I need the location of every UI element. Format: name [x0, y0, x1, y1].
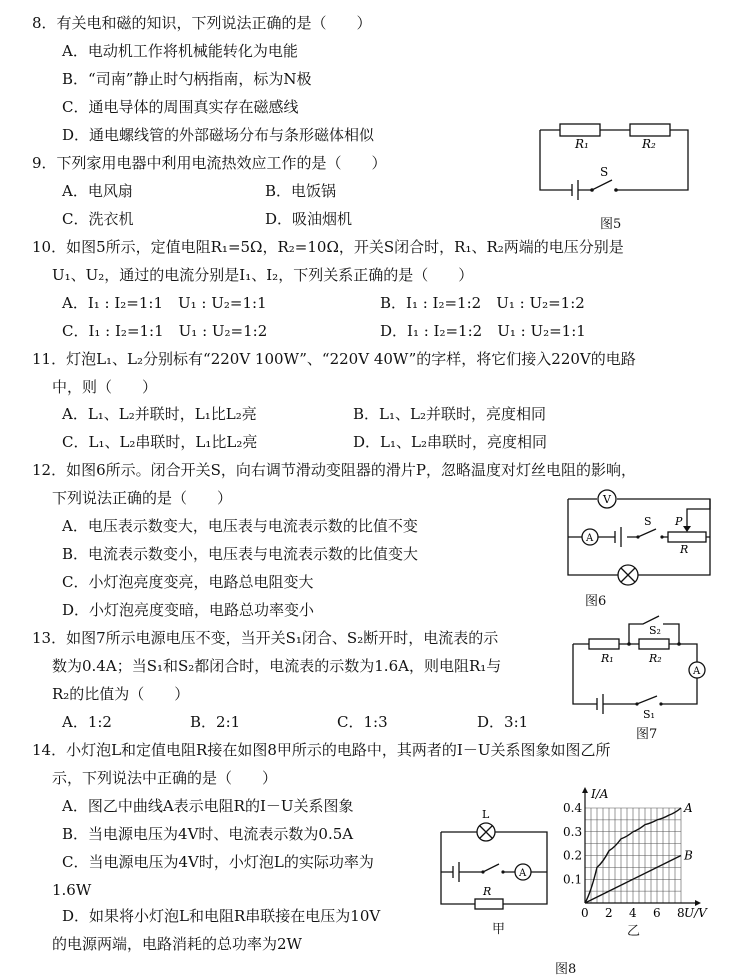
fig5-battery — [572, 180, 578, 200]
q8-option-a: A．电动机工作将机械能转化为电能 — [62, 42, 298, 60]
fig6-slider-wire — [687, 499, 710, 527]
fig6-battery — [615, 527, 621, 547]
series-label-A: A — [684, 801, 693, 815]
q13-option-b: B．2:1 — [190, 713, 241, 731]
fig8-sub-b-caption: 乙 — [627, 924, 641, 939]
q14-option-a: A．图乙中曲线A表示电阻R的I－U关系图象 — [62, 797, 354, 815]
fig7-a-label: A — [693, 666, 701, 677]
q10-stem-line2: U₁、U₂，通过的电流分别是I₁、I₂，下列关系正确的是（ ） — [52, 266, 474, 284]
fig6-v-label: V — [603, 493, 611, 506]
q14-option-c-line2: 1.6W — [52, 881, 92, 899]
fig8a-r-label: R — [483, 885, 492, 898]
fig6-p-label: P — [675, 515, 683, 528]
fig8-caption: 图8 — [555, 962, 577, 977]
q14-option-c-line1: C．当电源电压为4V时，小灯泡L的实际功率为 — [62, 853, 374, 871]
q11-option-c: C．L₁、L₂串联时，L₁比L₂亮 — [62, 433, 258, 451]
q14-stem-line1: 14．小灯泡L和定值电阻R接在如图8甲所示的电路中，其两者的I－U关系图象如图乙所 — [32, 741, 611, 759]
fig5-r2-resistor — [630, 124, 670, 136]
fig6-s-label: S — [644, 515, 652, 528]
figure-6-circuit — [560, 487, 720, 587]
fig8-sub-a-caption: 甲 — [492, 922, 506, 937]
y-tick-label: 0.4 — [563, 801, 583, 815]
q14-stem-line2: 示，下列说法中正确的是（ ） — [52, 769, 278, 787]
y-axis-arrow — [582, 787, 588, 793]
q8-option-d: D．通电螺线管的外部磁场分布与条形磁体相似 — [62, 126, 375, 144]
series-label-B: B — [684, 848, 693, 863]
q10-option-c: C．I₁ : I₂=1:1 U₁ : U₂=1:2 — [62, 322, 268, 340]
q10-option-a: A．I₁ : I₂=1:1 U₁ : U₂=1:1 — [62, 294, 267, 312]
q13-stem-line2: 数为0.4A；当S₁和S₂都闭合时，电流表的示数为1.6A，则电阻R₁与 — [52, 657, 502, 675]
q10-option-d: D．I₁ : I₂=1:2 U₁ : U₂=1:1 — [380, 322, 586, 340]
q12-option-a: A．电压表示数变大，电压表与电流表示数的比值不变 — [62, 517, 418, 535]
y-axis-label: I/A — [591, 787, 609, 801]
fig7-s2-label: S₂ — [649, 624, 661, 637]
x-axis-label: U/V — [684, 906, 707, 920]
fig6-rheostat — [668, 532, 706, 542]
q9-option-a: A．电风扇 — [62, 182, 133, 200]
q13-option-d: D．3:1 — [477, 713, 529, 731]
q13-stem-line3: R₂的比值为（ ） — [52, 685, 190, 703]
q14-option-d-line1: D．如果将小灯泡L和电阻R串联接在电压为10V — [62, 907, 381, 925]
q11-stem-line1: 11．灯泡L₁、L₂分别标有“220V 100W”、“220V 40W”的字样，将它们接入220V的电路 — [32, 350, 636, 368]
q13-option-a: A．1:2 — [62, 713, 112, 731]
fig7-s1-label: S₁ — [643, 708, 655, 721]
fig5-r1-label: R₁ — [575, 137, 589, 151]
q9-option-b: B．电饭锅 — [265, 182, 337, 200]
q9-stem: 9．下列家用电器中利用电流热效应工作的是（ ） — [32, 154, 387, 172]
fig7-r2-label: R₂ — [649, 652, 662, 665]
q12-option-d: D．小灯泡亮度变暗，电路总功率变小 — [62, 601, 315, 619]
fig6-caption: 图6 — [585, 594, 607, 609]
y-tick-label: 0.2 — [563, 848, 583, 863]
fig7-battery — [597, 694, 603, 714]
fig5-caption: 图5 — [600, 217, 622, 232]
fig5-s-label: S — [600, 165, 609, 179]
fig7-r1-label: R₁ — [601, 652, 614, 665]
q8-option-c: C．通电导体的周围真实存在磁感线 — [62, 98, 299, 116]
q12-stem-line2: 下列说法正确的是（ ） — [52, 489, 233, 507]
fig8a-battery — [453, 862, 459, 882]
y-tick-label: 0.1 — [563, 872, 583, 887]
q9-option-c: C．洗衣机 — [62, 210, 134, 228]
q12-option-c: C．小灯泡亮度变亮，电路总电阻变大 — [62, 573, 314, 591]
x-tick-label: 0 — [581, 906, 589, 920]
y-tick-label: 0.3 — [563, 824, 583, 839]
q10-option-b: B．I₁ : I₂=1:2 U₁ : U₂=1:2 — [380, 294, 585, 312]
q13-stem-line1: 13．如图7所示电源电压不变，当开关S₁闭合、S₂断开时，电流表的示 — [32, 629, 499, 647]
x-tick-label: 2 — [605, 906, 613, 920]
q11-stem-line2: 中，则（ ） — [52, 378, 158, 396]
fig5-r1-resistor — [560, 124, 600, 136]
figure-7-circuit — [565, 612, 715, 722]
fig8a-a-label: A — [519, 868, 527, 879]
fig8a-resistor — [475, 899, 503, 909]
q12-option-b: B．电流表示数变小，电压表与电流表示数的比值变大 — [62, 545, 419, 563]
fig8a-l-label: L — [482, 808, 490, 821]
fig7-r1-resistor — [589, 639, 619, 649]
fig5-switch — [578, 180, 642, 190]
fig7-r2-resistor — [639, 639, 669, 649]
x-tick-label: 4 — [629, 906, 637, 920]
q11-option-b: B．L₁、L₂并联时，亮度相同 — [353, 405, 546, 423]
x-tick-label: 6 — [653, 906, 661, 920]
fig7-caption: 图7 — [636, 727, 658, 742]
q14-option-b: B．当电源电压为4V时、电流表示数为0.5A — [62, 825, 354, 843]
q10-stem-line1: 10．如图5所示，定值电阻R₁=5Ω，R₂=10Ω，开关S闭合时，R₁、R₂两端的电压分别是 — [32, 238, 624, 256]
fig7-s1-switch — [603, 696, 657, 704]
q11-option-d: D．L₁、L₂串联时，亮度相同 — [353, 433, 547, 451]
q14-option-d-line2: 的电源两端，电路消耗的总功率为2W — [52, 935, 302, 953]
figure-8a-circuit — [435, 808, 555, 913]
fig6-r-label: R — [680, 543, 689, 556]
q12-stem-line1: 12．如图6所示。闭合开关S，向右调节滑动变阻器的滑片P，忽略温度对灯丝电阻的影响， — [32, 461, 637, 479]
q8-stem: 8．有关电和磁的知识，下列说法正确的是（ ） — [32, 14, 372, 32]
q11-option-a: A．L₁、L₂并联时，L₁比L₂亮 — [62, 405, 257, 423]
q9-option-d: D．吸油烟机 — [265, 210, 353, 228]
fig6-a-label: A — [586, 533, 594, 544]
x-tick-label: 8 — [677, 906, 685, 920]
q13-option-c: C．1:3 — [337, 713, 388, 731]
fig5-r2-label: R₂ — [642, 137, 656, 151]
figure-8b-iu-chart — [555, 783, 730, 933]
q8-option-b: B．“司南”静止时勺柄指南，标为N极 — [62, 70, 312, 88]
figure-5-circuit — [530, 118, 700, 213]
